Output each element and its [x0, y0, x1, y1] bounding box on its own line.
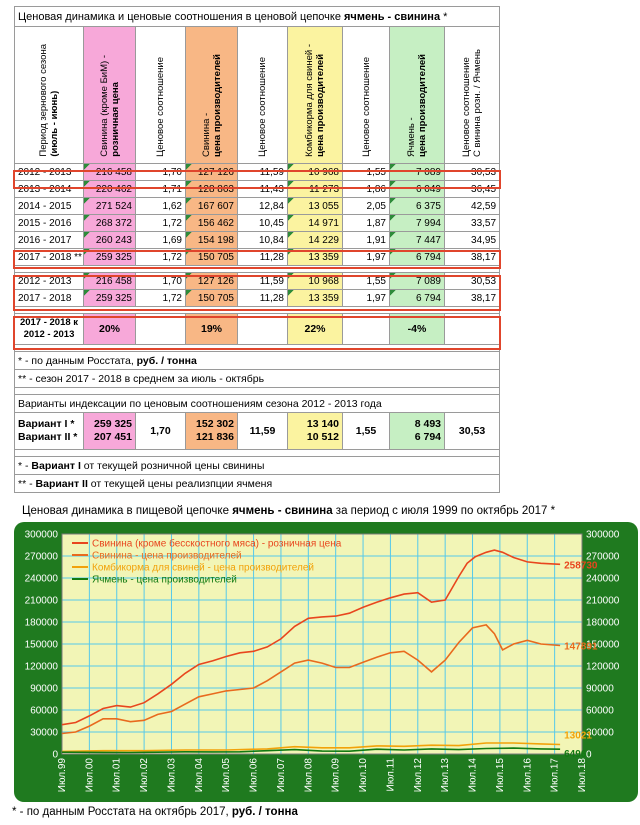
- table-cell: 2014 - 2015: [15, 198, 84, 215]
- table-cell: 1,91: [343, 232, 390, 249]
- table-cell: 220 462: [84, 181, 136, 198]
- x-tick-label: Июл.12: [412, 758, 424, 793]
- y-tick-label-left: 180000: [24, 617, 58, 629]
- y-tick-label-right: 60000: [586, 705, 614, 717]
- legend-label-3: Ячмень - цена производителей: [92, 574, 237, 586]
- x-tick-label: Июл.07: [275, 758, 287, 793]
- table-cell: 1,97: [343, 249, 390, 266]
- table-cell: 154 198: [186, 232, 238, 249]
- y-tick-label-right: 90000: [586, 683, 614, 695]
- table-cell: 34,95: [445, 232, 500, 249]
- chart-frame: [14, 522, 638, 802]
- table-cell: 1,72: [136, 249, 186, 266]
- change-empty: [343, 314, 390, 345]
- header-barley: Ячмень - цена производителей: [390, 27, 445, 164]
- change-label: 2017 - 2018 к 2012 - 2013: [15, 314, 84, 345]
- y-tick-label-right: 0: [586, 749, 592, 761]
- table-cell: 2017 - 2018: [15, 290, 84, 307]
- table-cell: 1,62: [136, 198, 186, 215]
- y-tick-label-left: 0: [52, 749, 58, 761]
- spacer: [15, 388, 500, 395]
- table-cell: 6 794: [390, 249, 445, 266]
- x-tick-label: Июл.09: [330, 758, 342, 793]
- table-cell: 12,84: [238, 198, 288, 215]
- variant-labels: Вариант I * Вариант II *: [15, 413, 84, 450]
- legend-label-0: Свинина (кроме бесскостного мяса) - розничная цена: [92, 538, 342, 550]
- series-end-label-0: 258730: [564, 560, 598, 572]
- x-tick-label: Июл.99: [57, 758, 68, 793]
- x-tick-label: Июл.16: [522, 758, 534, 793]
- spacer: [15, 450, 500, 457]
- y-tick-label-left: 30000: [30, 727, 58, 739]
- variant-ratio-3: 1,55: [343, 413, 390, 450]
- table-cell: 11,43: [238, 181, 288, 198]
- variant-note-2: ** - Вариант II от текущей цены реализпции ячменя: [15, 475, 500, 493]
- table-cell: 13 055: [288, 198, 343, 215]
- table-cell: 10 968: [288, 164, 343, 181]
- variants-title: Варианты индексации по ценовым соотношениям сезона 2012 - 2013 года: [15, 395, 500, 413]
- legend-label-1: Свинина - цена производителей: [92, 550, 242, 562]
- x-tick-label: Июл.17: [549, 758, 561, 793]
- compare-rows: [15, 273, 500, 307]
- series-end-label-2: 13021: [564, 730, 592, 742]
- table-row: [15, 198, 500, 215]
- table-cell: 127 126: [186, 273, 238, 290]
- x-tick-label: Июл.14: [467, 758, 479, 793]
- variant-note-1: * - Вариант I от текущей розничной цены свинины: [15, 457, 500, 475]
- table-cell: 260 243: [84, 232, 136, 249]
- header-period: Период зернового сезона (июль - июнь): [15, 27, 84, 164]
- variant-pork-retail: 259 325 207 451: [84, 413, 136, 450]
- price-table: [14, 6, 500, 493]
- table-cell: 7 994: [390, 215, 445, 232]
- x-tick-label: Июл.18: [577, 758, 588, 793]
- change-empty: [445, 314, 500, 345]
- x-tick-label: Июл.05: [221, 758, 233, 793]
- table-cell: 11,59: [238, 273, 288, 290]
- x-tick-label: Июл.10: [358, 758, 370, 793]
- x-tick-label: Июл.01: [111, 758, 123, 793]
- change-pork-retail: 20%: [84, 314, 136, 345]
- x-tick-label: Июл.02: [139, 758, 151, 793]
- table-cell: 271 524: [84, 198, 136, 215]
- variant-pork-producer: 152 302 121 836: [186, 413, 238, 450]
- header-ratio-3: Ценовое соотношение: [343, 27, 390, 164]
- y-tick-label-right: 180000: [586, 617, 620, 629]
- table-cell: 1,71: [136, 181, 186, 198]
- table-cell: 1,70: [136, 164, 186, 181]
- table-cell: 150 705: [186, 249, 238, 266]
- table-cell: 2016 - 2017: [15, 232, 84, 249]
- table-cell: 14 971: [288, 215, 343, 232]
- x-tick-label: Июл.04: [193, 758, 205, 793]
- table-cell: 268 372: [84, 215, 136, 232]
- x-tick-label: Июл.00: [84, 758, 96, 793]
- table-cell: 1,69: [136, 232, 186, 249]
- variant-barley: 8 493 6 794: [390, 413, 445, 450]
- y-tick-label-right: 270000: [586, 551, 620, 563]
- y-tick-label-left: 240000: [24, 573, 58, 585]
- header-ratio-1: Ценовое соотношение: [136, 27, 186, 164]
- table-cell: 150 705: [186, 290, 238, 307]
- table-cell: 127 126: [186, 164, 238, 181]
- y-tick-label-right: 120000: [586, 661, 620, 673]
- legend-label-2: Комбикорма для свиней - цена производителей: [92, 562, 314, 574]
- table-cell: 2012 - 2013: [15, 164, 84, 181]
- header-pork-retail: Свинина (кроме БиМ) - розничная цена: [84, 27, 136, 164]
- table-row: [15, 215, 500, 232]
- y-tick-label-left: 300000: [24, 529, 58, 541]
- table-cell: 6 794: [390, 290, 445, 307]
- y-tick-label-left: 90000: [30, 683, 58, 695]
- table-title: Ценовая динамика и ценовые соотношения в ценовой цепочке ячмень - свинина *: [15, 7, 500, 27]
- table-cell: 7 447: [390, 232, 445, 249]
- table-cell: 30,53: [445, 164, 500, 181]
- y-tick-label-right: 210000: [586, 595, 620, 607]
- table-cell: 2012 - 2013: [15, 273, 84, 290]
- table-row: [15, 164, 500, 181]
- variant-feed: 13 140 10 512: [288, 413, 343, 450]
- table-row: [15, 232, 500, 249]
- table-cell: 33,57: [445, 215, 500, 232]
- x-tick-label: Июл.08: [303, 758, 315, 793]
- change-feed: 22%: [288, 314, 343, 345]
- table-cell: 156 462: [186, 215, 238, 232]
- table-cell: 10,84: [238, 232, 288, 249]
- table-cell: 128 863: [186, 181, 238, 198]
- table-row: [15, 249, 500, 266]
- table-cell: 11,59: [238, 164, 288, 181]
- y-tick-label-left: 210000: [24, 595, 58, 607]
- table-cell: 38,17: [445, 249, 500, 266]
- table-cell: 6 375: [390, 198, 445, 215]
- table-cell: 11,28: [238, 249, 288, 266]
- variant-ratio-2: 11,59: [238, 413, 288, 450]
- header-feed: Комбикорма для свиней - цена производителей: [288, 27, 343, 164]
- table-cell: 1,55: [343, 164, 390, 181]
- table-row: [15, 290, 500, 307]
- table-cell: 1,55: [343, 273, 390, 290]
- y-tick-label-right: 150000: [586, 639, 620, 651]
- spacer: [15, 266, 500, 273]
- table-cell: 2013 - 2014: [15, 181, 84, 198]
- chart-footnote: * - по данным Росстата на октябрь 2017, руб. / тонна: [12, 806, 298, 818]
- change-empty: [136, 314, 186, 345]
- y-tick-label-left: 150000: [24, 639, 58, 651]
- change-pork-producer: 19%: [186, 314, 238, 345]
- series-end-label-3: 6496: [564, 749, 587, 761]
- y-tick-label-left: 270000: [24, 551, 58, 563]
- note-season: ** - сезон 2017 - 2018 в среднем за июль - октябрь: [15, 370, 500, 388]
- y-tick-label-right: 300000: [586, 529, 620, 541]
- variant-ratio-1: 1,70: [136, 413, 186, 450]
- line-chart: [14, 522, 638, 802]
- table-cell: 7 089: [390, 164, 445, 181]
- table-cell: 167 607: [186, 198, 238, 215]
- header-ratio-2: Ценовое соотношение: [238, 27, 288, 164]
- y-tick-label-left: 60000: [30, 705, 58, 717]
- series-end-label-1: 147891: [564, 641, 598, 653]
- table-cell: 1,86: [343, 181, 390, 198]
- table-cell: 11 273: [288, 181, 343, 198]
- y-tick-label-right: 240000: [586, 573, 620, 585]
- x-tick-label: Июл.03: [166, 758, 178, 793]
- spacer: [15, 307, 500, 314]
- chart-title: Ценовая динамика в пищевой цепочке ячмень - свинина за период с июля 1999 по октябрь 2017 *: [22, 505, 556, 517]
- change-empty: [238, 314, 288, 345]
- table-cell: 14 229: [288, 232, 343, 249]
- table-cell: 216 458: [84, 164, 136, 181]
- table-cell: 36,45: [445, 181, 500, 198]
- table-cell: 2,05: [343, 198, 390, 215]
- y-tick-label-right: 30000: [586, 727, 614, 739]
- y-tick-label-left: 120000: [24, 661, 58, 673]
- table-cell: 13 359: [288, 290, 343, 307]
- x-tick-label: Июл.11: [385, 758, 397, 792]
- table-cell: 42,59: [445, 198, 500, 215]
- table-cell: 1,97: [343, 290, 390, 307]
- table-cell: 259 325: [84, 249, 136, 266]
- table-cell: 1,87: [343, 215, 390, 232]
- variant-ratio-4: 30,53: [445, 413, 500, 450]
- table-cell: 30,53: [445, 273, 500, 290]
- header-ratio-4: Ценовое соотношение С винина розн. / Ячмень: [445, 27, 500, 164]
- table-cell: 11,28: [238, 290, 288, 307]
- table-cell: 7 089: [390, 273, 445, 290]
- table-row: [15, 273, 500, 290]
- x-tick-label: Июл.06: [248, 758, 260, 793]
- table-cell: 1,70: [136, 273, 186, 290]
- table-cell: 216 458: [84, 273, 136, 290]
- table-cell: 1,72: [136, 215, 186, 232]
- x-tick-label: Июл.13: [440, 758, 452, 793]
- note-source: * - по данным Росстата, руб. / тонна: [15, 352, 500, 370]
- table-cell: 10 968: [288, 273, 343, 290]
- table-cell: 13 359: [288, 249, 343, 266]
- table-cell: 1,72: [136, 290, 186, 307]
- header-pork-producer: Свинина - цена производителей: [186, 27, 238, 164]
- season-rows: [15, 164, 500, 266]
- table-cell: 2017 - 2018 **: [15, 249, 84, 266]
- table-row: [15, 181, 500, 198]
- table-cell: 259 325: [84, 290, 136, 307]
- change-barley: -4%: [390, 314, 445, 345]
- spacer: [15, 345, 500, 352]
- x-tick-label: Июл.15: [494, 758, 506, 793]
- table-cell: 10,45: [238, 215, 288, 232]
- table-cell: 2015 - 2016: [15, 215, 84, 232]
- table-cell: 38,17: [445, 290, 500, 307]
- table-cell: 6 049: [390, 181, 445, 198]
